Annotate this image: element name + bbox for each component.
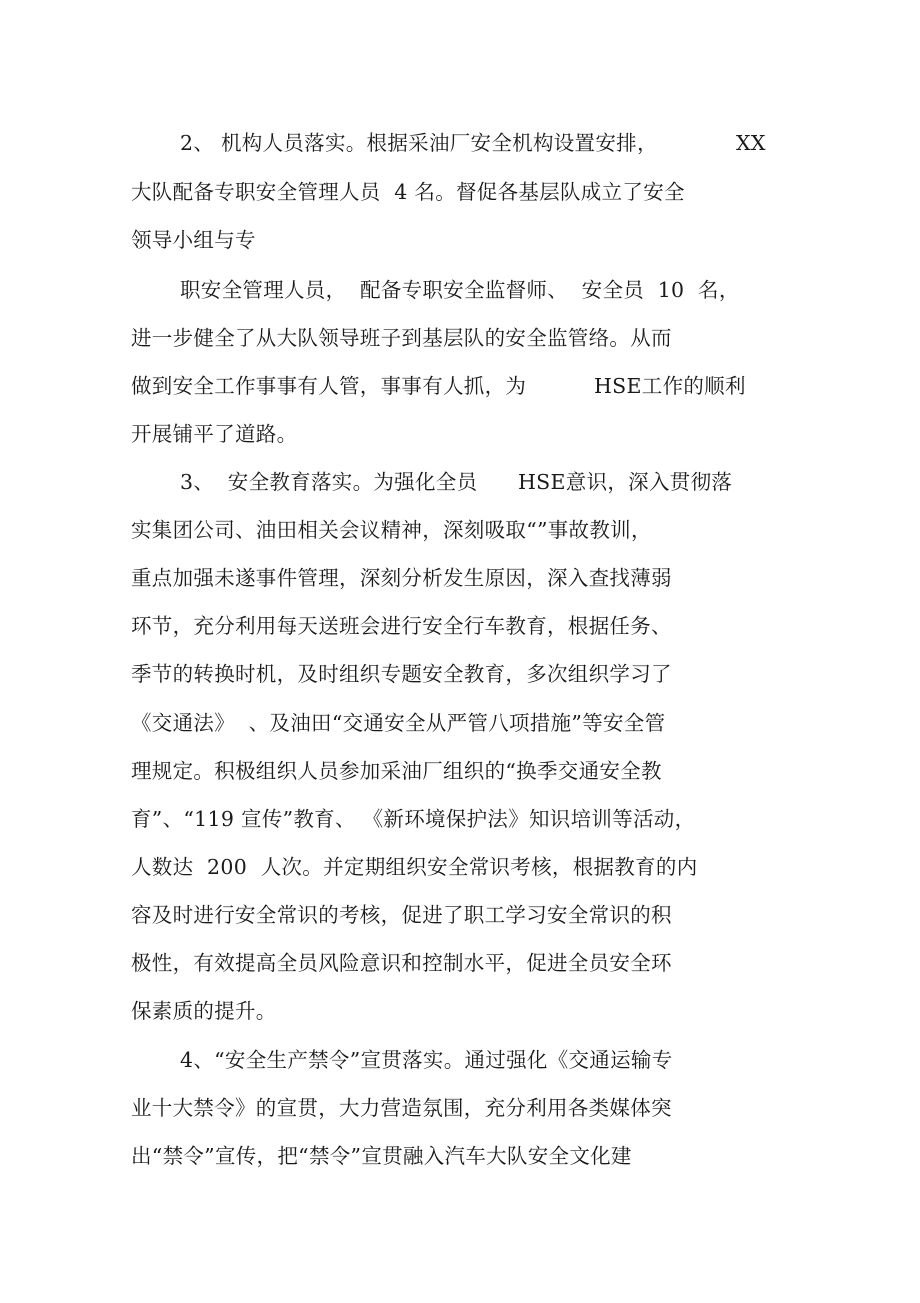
text-line: 2、 机构人员落实。根据采油厂安全机构设置安排， <box>180 131 658 155</box>
text-line: HSE意识，深入贯彻落 <box>518 470 733 494</box>
text-line: 实集团公司、油田相关会议精神，深刻吸取“”事故教训， <box>131 518 652 542</box>
text-line: 3、 安全教育落实。为强化全员 <box>180 470 478 494</box>
text-line: 大队配备专职安全管理人员 4 名。督促各基层队成立了安全 <box>131 180 685 204</box>
text-line: 《交通法》 、及油田“交通安全从严管八项措施”等安全管 <box>131 711 666 735</box>
text-line: 重点加强未遂事件管理，深刻分析发生原因，深入查找薄弱 <box>131 566 672 590</box>
text-line: HSE工作的顺利 <box>594 374 746 398</box>
text-line: 进一步健全了从大队领导班子到基层队的安全监管络。从而 <box>131 326 672 350</box>
text-line: 人数达 200 人次。并定期组织安全常识考核，根据教育的内 <box>131 855 698 879</box>
text-line: 开展铺平了道路。 <box>131 422 298 446</box>
text-line: 容及时进行安全常识的考核，促进了职工学习安全常识的积 <box>131 903 672 927</box>
text-line: 极性，有效提高全员风险意识和控制水平，促进全员安全环 <box>131 951 672 975</box>
text-line: 业十大禁令》的宣贯，大力营造氛围，充分利用各类媒体突 <box>131 1096 672 1120</box>
text-line: 4、“安全生产禁令”宣贯落实。通过强化《交通运输专 <box>180 1048 673 1072</box>
text-line: 理规定。积极组织人员参加采油厂组织的“换季交通安全教 <box>131 759 662 783</box>
text-line: 做到安全工作事事有人管，事事有人抓，为 <box>131 374 527 398</box>
text-line: 环节，充分利用每天送班会进行安全行车教育，根据任务、 <box>131 614 672 638</box>
text-line: 保素质的提升。 <box>131 999 277 1023</box>
text-line: XX <box>736 131 766 155</box>
text-line: 职安全管理人员， 配备专职安全监督师、 安全员 10 名， <box>180 278 740 302</box>
text-line: 领导小组与专 <box>131 228 256 252</box>
text-line: 季节的转换时机，及时组织专题安全教育，多次组织学习了 <box>131 662 672 686</box>
text-line: 出“禁令”宣传，把“禁令”宣贯融入汽车大队安全文化建 <box>131 1144 632 1168</box>
text-line: 育”、“119 宣传”教育、 《新环境保护法》知识培训等活动， <box>131 807 696 831</box>
